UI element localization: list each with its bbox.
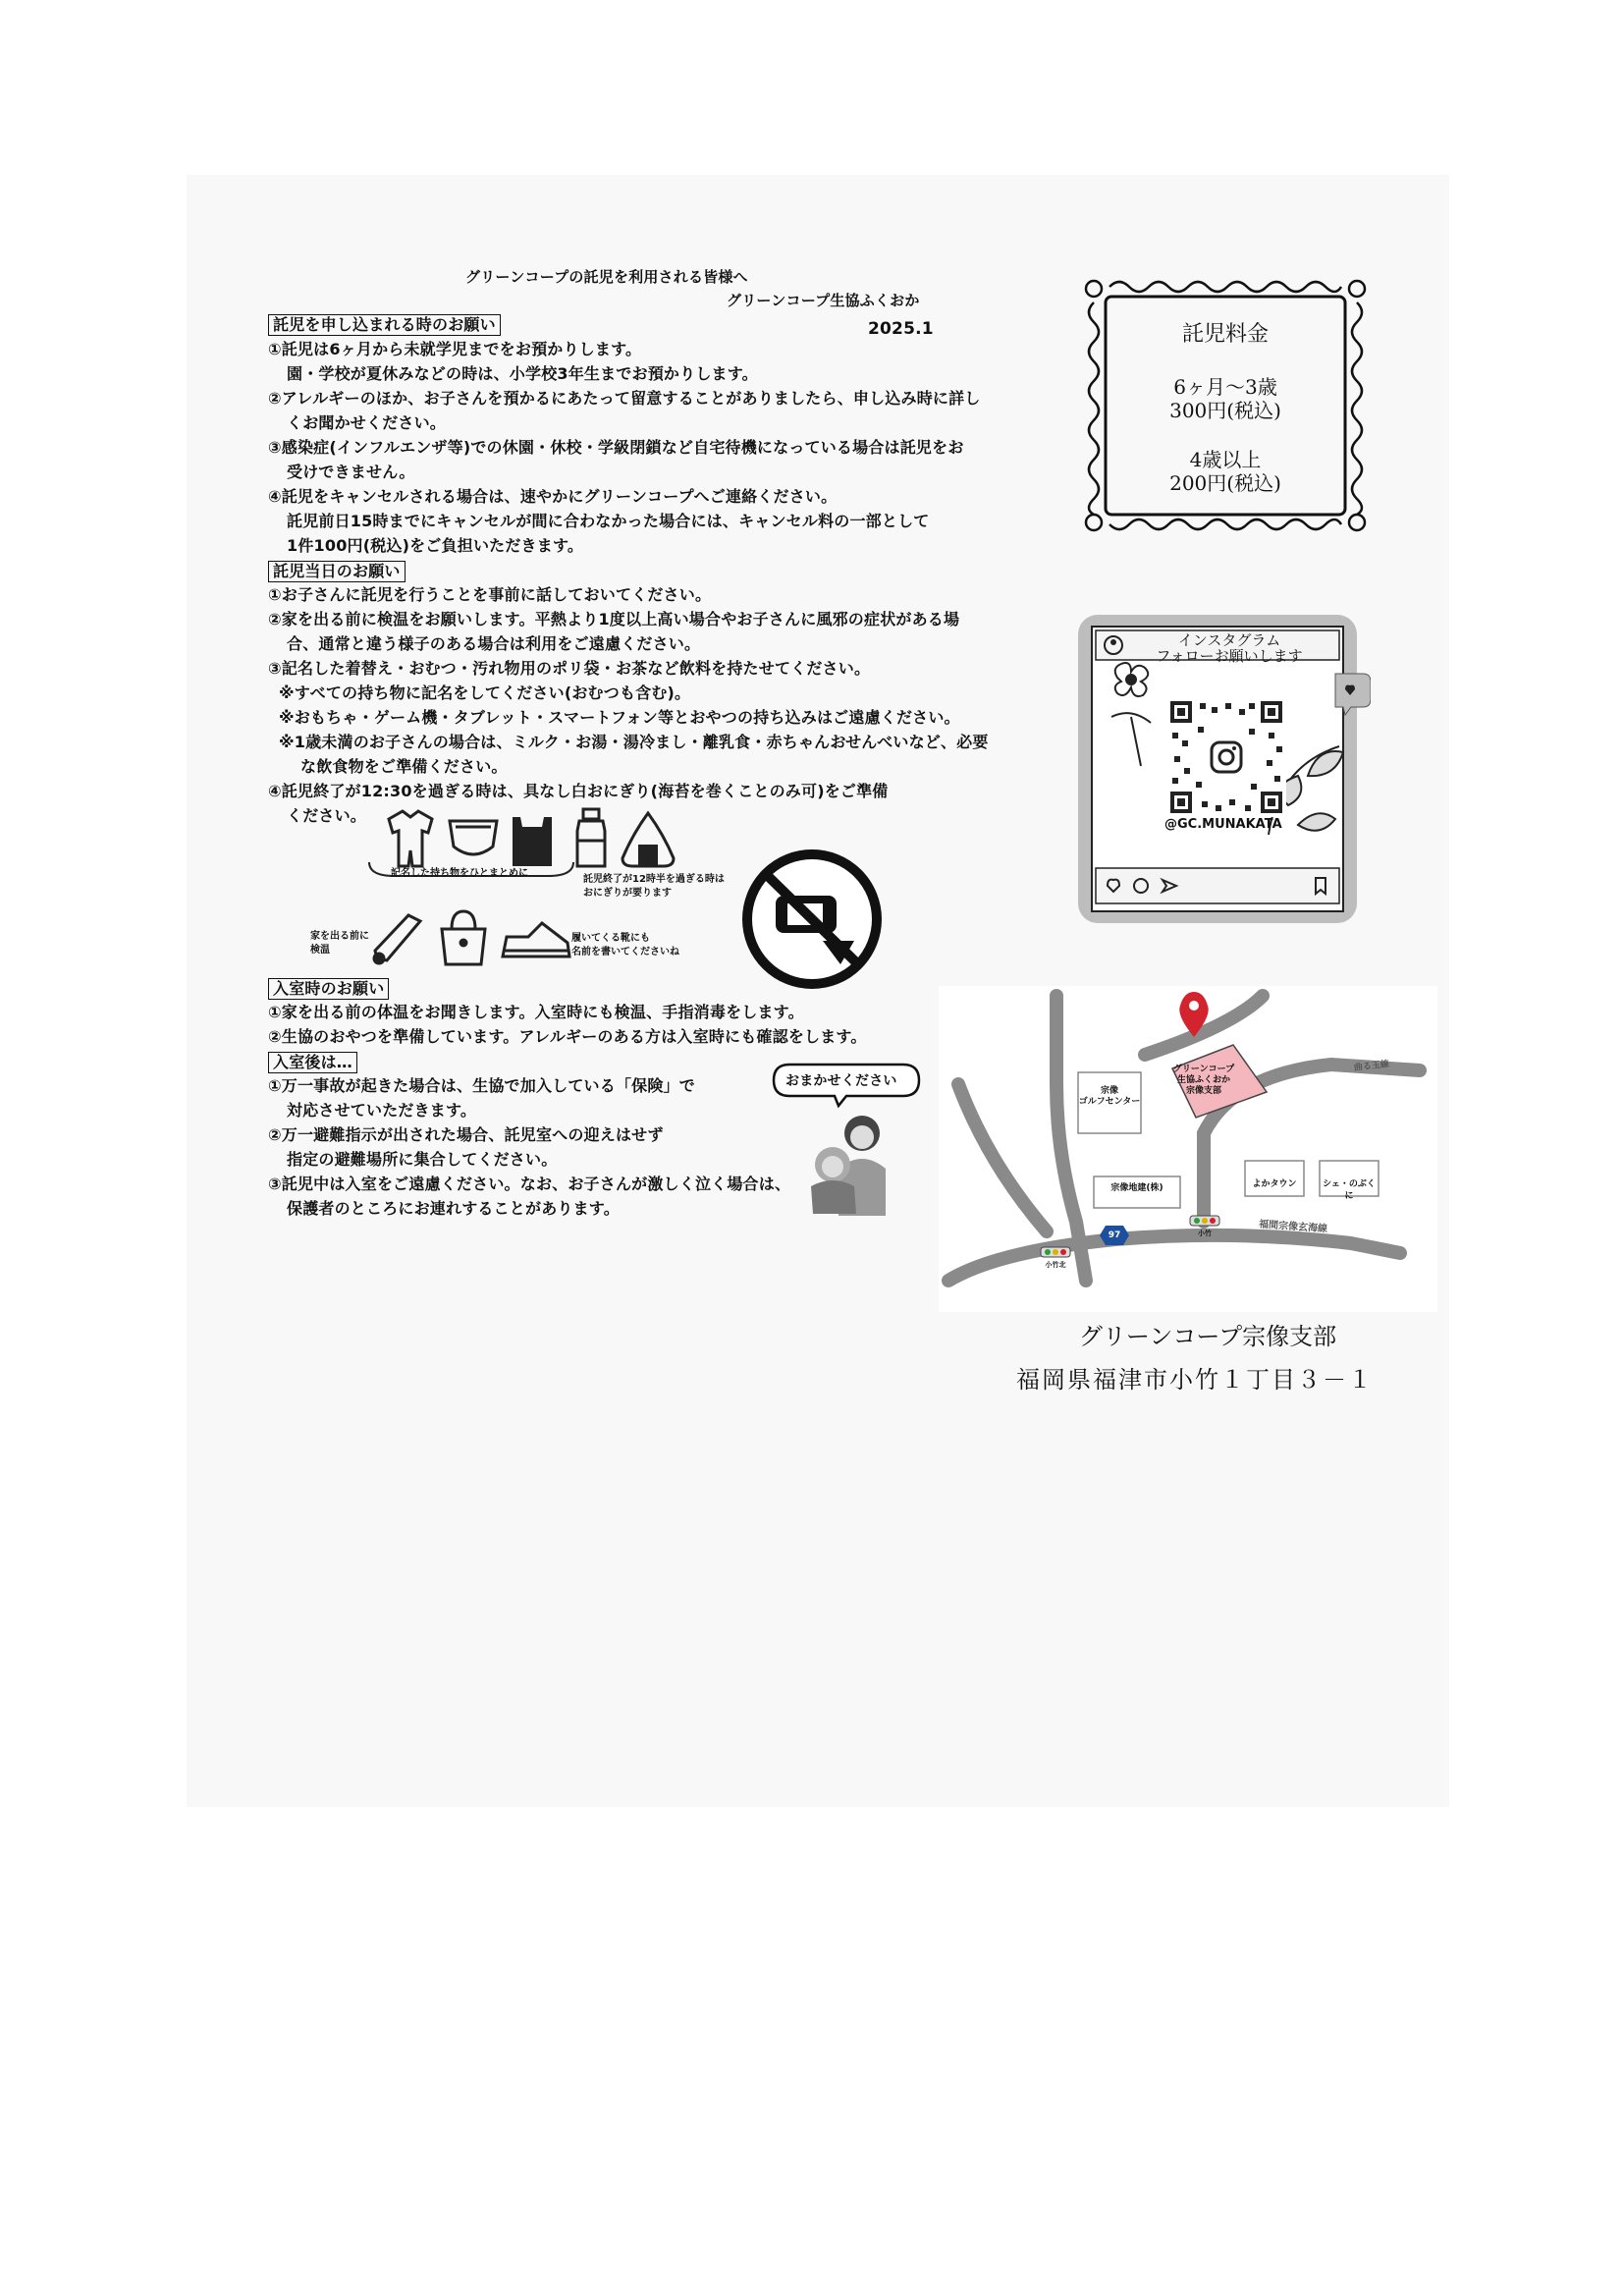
section-heading-apply: 託児を申し込まれる時のお願い [268, 314, 501, 336]
plastic-bag-icon [513, 817, 552, 866]
map-yoka-label: よかタウン [1252, 1179, 1297, 1189]
fee-age-2: 4歳以上 [1189, 448, 1262, 471]
bubble-text: おまかせください [785, 1073, 897, 1089]
entry-line: ②生協のおやつを準備しています。アレルギーのある方は入室時にも確認をします。 [268, 1027, 867, 1046]
apply-line: 1件100円(税込)をご負担いただきます。 [287, 536, 584, 555]
apply-line: ②アレルギーのほか、お子さんを預かるにあたって留意することがありましたら、申し込み時に詳し [268, 389, 981, 408]
map-jisho-label: 宗像地建(株) [1110, 1183, 1163, 1193]
apply-line: 受けできません。 [287, 463, 415, 481]
fee-age-1: 6ヶ月～3歳 [1173, 375, 1277, 399]
section-heading-day: 託児当日のお願い [268, 561, 406, 582]
items-caption: 記名した持ち物をひとまとめに [391, 868, 528, 879]
rice-ball-icon [622, 813, 674, 866]
day-line: ③記名した着替え・おむつ・汚れ物用のポリ袋・お茶など飲料を持たせてください。 [268, 659, 871, 678]
map-golf-label: 宗像 ゴルフセンター [1078, 1086, 1141, 1107]
day-icons [369, 907, 575, 968]
after-line: 対応させていただきます。 [287, 1101, 477, 1120]
apply-line: 託児前日15時までにキャンセルが間に合わなかった場合には、キャンセル料の一部として [287, 512, 930, 530]
day-line: な飲食物をご準備ください。 [300, 757, 508, 776]
map-road-north-label: 曲る玉線 [1353, 1060, 1390, 1073]
instagram-handle: @GC.MUNAKATA [1164, 817, 1282, 832]
baby-clothes-icon [389, 811, 432, 866]
map-route-number: 97 [1108, 1230, 1121, 1240]
fee-title: 託児料金 [1181, 322, 1269, 347]
shoes-caption: 履いてくる靴にも [571, 933, 650, 944]
caregiver-illustration [795, 1110, 897, 1218]
map-destination-label: グリーンコープ 生協ふくおか 宗像支部 [1172, 1065, 1235, 1096]
after-line: ③託児中は入室をご遠慮ください。なお、お子さんが激しく泣く場合は、 [268, 1175, 791, 1193]
instagram-label: インスタグラム [1177, 631, 1281, 649]
section-heading-entry: 入室時のお願い [268, 978, 389, 1000]
no-games-icon [738, 847, 886, 992]
map-main-road-label: 福間宗像玄海線 [1258, 1219, 1328, 1235]
day-line: ④託児終了が12:30を過ぎる時は、具なし白おにぎり(海苔を巻くことのみ可)をご準備 [268, 782, 889, 800]
map [939, 986, 1437, 1312]
shoes-caption: 名前を書いてくださいね [571, 947, 679, 957]
entry-line: ①家を出る前の体温をお聞きします。入室時にも検温、手指消毒をします。 [268, 1003, 804, 1021]
after-line: ②万一避難指示が出された場合、託児室への迎えはせず [268, 1125, 664, 1144]
day-line: 合、通常と違う様子のある場合は利用をご遠慮ください。 [287, 634, 701, 653]
document-date: 2025.1 [868, 319, 934, 339]
apply-line: ③感染症(インフルエンザ等)での休園・休校・学級閉鎖など自宅待機になっている場合は託児をお [268, 438, 964, 457]
bag-icon [442, 911, 485, 964]
temp-caption: 検温 [310, 945, 330, 956]
instagram-follow-label: フォローお願いします [1156, 647, 1303, 665]
org-name: グリーンコープ生協ふくおか [727, 292, 920, 309]
map-shie-label: シェ・のぶくに [1323, 1179, 1376, 1201]
rice-caption: 託児終了が12時半を過ぎる時は [583, 874, 725, 885]
apply-line: ①託児は6ヶ月から未就学児までをお預かりします。 [268, 340, 642, 358]
day-line: ①お子さんに託児を行うことを事前に話しておいてください。 [268, 585, 712, 604]
day-line: ※すべての持ち物に記名をしてください(おむつも含む)。 [279, 683, 691, 702]
fee-price-1: 300円(税込) [1169, 399, 1281, 422]
branch-address: 福岡県福津市小竹１丁目３－１ [1016, 1366, 1374, 1394]
apply-line: くお聞かせください。 [287, 413, 447, 432]
drink-bottle-icon [577, 809, 605, 866]
instagram-logo-icon [1212, 742, 1241, 772]
map-signal-label: 小竹北 [1045, 1261, 1066, 1269]
temp-caption: 家を出る前に [310, 931, 369, 942]
rice-caption: おにぎりが要ります [583, 888, 672, 899]
branch-name: グリーンコープ宗像支部 [1078, 1323, 1337, 1350]
day-line: ください。 [287, 806, 367, 825]
after-line: ①万一事故が起きた場合は、生協で加入している「保険」で [268, 1076, 695, 1095]
section-heading-after: 入室後は… [268, 1052, 357, 1073]
apply-line: ④託児をキャンセルされる場合は、速やかにグリーンコープへご連絡ください。 [268, 487, 838, 506]
day-line: ※1歳未満のお子さんの場合は、ミルク・お湯・湯冷まし・離乳食・赤ちゃんおせんべいなど、必要 [279, 733, 989, 751]
thermometer-icon [374, 915, 420, 963]
fee-price-2: 200円(税込) [1169, 471, 1281, 495]
day-line: ※おもちゃ・ゲーム機・タブレット・スマートフォン等とおやつの持ち込みはご遠慮ください。 [279, 708, 960, 727]
shoe-icon [503, 923, 569, 957]
apply-line: 園・学校が夏休みなどの時は、小学校3年生までお預かりします。 [287, 364, 758, 383]
after-line: 保護者のところにお連れすることがあります。 [287, 1199, 620, 1218]
map-signal-label: 小竹 [1198, 1230, 1212, 1237]
document-title: グリーンコープの託児を利用される皆様へ [465, 268, 748, 286]
diaper-icon [450, 821, 497, 854]
day-line: ②家を出る前に検温をお願いします。平熱より1度以上高い場合やお子さんに風邪の症状がある場 [268, 610, 960, 629]
after-line: 指定の避難場所に集合してください。 [287, 1150, 558, 1169]
